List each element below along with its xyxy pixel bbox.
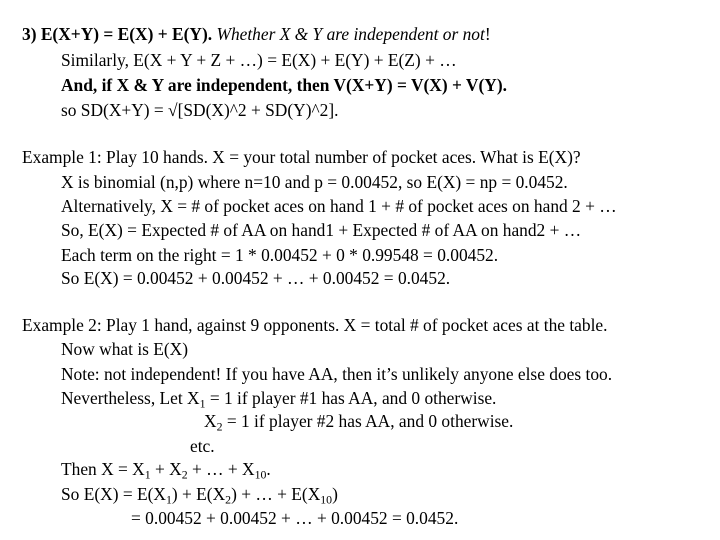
section3-heading-line — [22, 24, 491, 44]
example1-line5: Each term on the right = 1 * 0.00452 + 0 * 0.99548 = 0.00452. — [61, 245, 499, 265]
example2-line8-sub3: 10 — [320, 492, 333, 507]
example2-line8-sub2: 2 — [225, 492, 232, 507]
section3-line3: And, if X & Y are independent, then V(X+Y) = V(X) + V(Y). — [61, 75, 507, 95]
example1-line4: So, E(X) = Expected # of AA on hand1 + Expected # of AA on hand2 + … — [61, 220, 582, 240]
example2-line2: Now what is E(X) — [61, 339, 189, 359]
example2-line8-b: ) + E(X — [171, 484, 226, 504]
example2-line7-a: Then X = X — [61, 459, 145, 479]
example2-line4 — [61, 388, 497, 411]
example2-line1: Example 2: Play 1 hand, against 9 opponents. X = total # of pocket aces at the table. — [22, 315, 608, 335]
example2-line7 — [61, 459, 271, 482]
example2-line9: = 0.00452 + 0.00452 + … + 0.00452 = 0.0452. — [131, 508, 459, 528]
example2-line4-sub: 1 — [199, 396, 206, 411]
example2-line4-post: = 1 if player #1 has AA, and 0 otherwise. — [205, 388, 497, 408]
example1-line2: X is binomial (n,p) where n=10 and p = 0.00452, so E(X) = np = 0.0452. — [61, 172, 568, 192]
example2-line3: Note: not independent! If you have AA, then it’s unlikely anyone else does too. — [61, 364, 613, 384]
example1-line1: Example 1: Play 10 hands. X = your total number of pocket aces. What is E(X)? — [22, 147, 581, 167]
example2-line7-c: + … + X — [187, 459, 255, 479]
example1-line3: Alternatively, X = # of pocket aces on hand 1 + # of pocket aces on hand 2 + … — [61, 196, 617, 216]
example2-line5-post: = 1 if player #2 has AA, and 0 otherwise. — [222, 411, 514, 431]
example2-line5-sub: 2 — [216, 419, 223, 434]
section3-heading-end: ! — [484, 24, 491, 44]
example2-line7-b: + X — [150, 459, 182, 479]
example2-line7-sub1: 1 — [144, 467, 151, 482]
example2-line6: etc. — [190, 436, 215, 456]
example2-line5 — [204, 411, 514, 434]
example2-line7-d: . — [266, 459, 271, 479]
example2-line4-pre: Nevertheless, Let X — [61, 388, 200, 408]
example2-line5-pre: X — [204, 411, 217, 431]
example2-line8-d: ) — [332, 484, 338, 504]
example2-line8 — [61, 484, 338, 507]
example2-line8-c: ) + … + E(X — [231, 484, 321, 504]
example2-line7-sub3: 10 — [254, 467, 267, 482]
example1-line6: So E(X) = 0.00452 + 0.00452 + … + 0.00452 = 0.0452. — [61, 268, 451, 288]
section3-heading-italic: Whether X & Y are independent or not — [216, 24, 485, 44]
example2-line7-sub2: 2 — [181, 467, 188, 482]
section3-line4: so SD(X+Y) = √[SD(X)^2 + SD(Y)^2]. — [61, 100, 339, 120]
section3-heading: 3) E(X+Y) = E(X) + E(Y). — [22, 24, 213, 44]
section3-line2: Similarly, E(X + Y + Z + …) = E(X) + E(Y) + E(Z) + … — [61, 50, 457, 70]
example2-line8-sub1: 1 — [165, 492, 172, 507]
example2-line8-a: So E(X) = E(X — [61, 484, 166, 504]
